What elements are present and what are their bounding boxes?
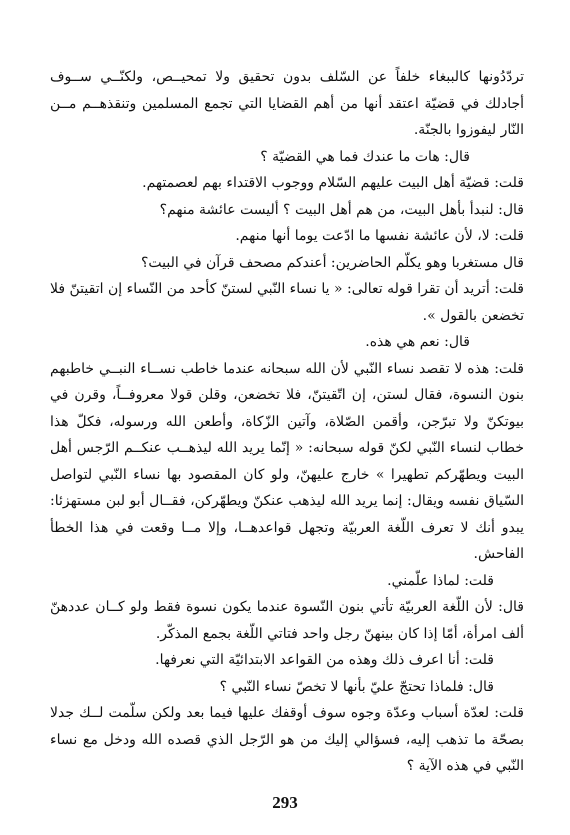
paragraph-10: قلت: لماذا علّمني. [387,572,494,589]
paragraph-11: قال: لأن اللّغة العربيّة تأتي بنون النّسوة عندما يكون نسوة فقط ولو كــان عددهنّ ألف امرأة، أمّا إذا كان بينهنّ رجل واحد فتاتي اللّغة بجمع المذكّر. [50,599,524,642]
paragraph-8: قال: نعم هي هذه. [365,334,470,350]
paragraph-1: تردّدُونها كالببغاء خلفاً عن السّلف بدون تحقيق ولا تمحيــص، ولكنّــي ســوف أجادلك في قضيّة اعتقد أنها من أهم القضايا التي تجمع المسلمين وتنقذهــم مــن النّار ليفوزوا بالجنّة. [50,69,524,138]
paragraph-12: قلت: أنا اعرف ذلك وهذه من القواعد الابتدائيّة التي نعرفها. [155,652,494,668]
page-number: 293 [272,793,298,812]
paragraph-13: قال: فلماذا تحتجّ عليّ بأنها لا تخصّ نساء النّبي ؟ [219,678,494,695]
paragraph-9: قلت: هذه لا تقصد نساء النّبي لأن الله سبحانه عندما خاطب نســاء النبــي خاطبهم بنون النسوة، فقال لستن، إن اتّقيتنّ، فلا تخضعن، وقلن قولا معروفــاً، وقرن في بيوتكنّ ولا تبرّجن، وأقمن الصّلاة، وآتين الزّكاة، وأطعن الله ورسوله، فكلّ هذا خطاب لنساء النّبي لكنّ قوله سبحانه: « إنّما يريد الله ليذهــب عنكــم الرّجس أهل البيت ويطهّركم تطهيرا » خارج عليهنّ، ولو كان المقصود بها نساء النّبي لتواصل السّياق نفسه ويقال: إنما يريد الله ليذهب عنكنّ ويطهّركن، فقــال أبو لبن مستهزئا: يبدو أنك لا تعرف اللّغة العربيّة وتجهل قواعدهــا، وإلا مــا وقعت في هذا الخطأ الفاحش. [50,360,525,562]
page-body [50,64,524,780]
paragraph-3: قلت: قضيّة أهل البيت عليهم السّلام ووجوب الاقتداء بهم لعصمتهم. [142,175,524,191]
paragraph-14: قلت: لعدّة أسباب وعدّة وجوه سوف أوقفك عليها فيما بعد ولكن سلّمت لــك جدلا بصحّة ما تذهب إليه، فسؤالي إليك من هو الرّجل الذي قصده الله ودخل مع نساء النّبي في هذه الآية ؟ [50,705,524,774]
paragraph-7: قلت: أتريد أن تقرا قوله تعالى: « يا نساء النّبي لستنّ كأحد من النّساء إن اتقيتنّ فلا تخضعن بالقول ». [50,281,524,324]
paragraph-4: قال: لنبدأ بأهل البيت، من هم أهل البيت ؟ أليست عائشة منهم؟ [159,201,524,218]
paragraph-6: قال مستغربا وهو يكلّم الحاضرين: أعندكم مصحف قرآن في البيت؟ [140,254,524,271]
paragraph-5: قلت: لا، لأن عائشة نفسها ما ادّعت يوما أنها منهم. [235,228,524,244]
paragraph-2: قال: هات ما عندك فما هي القضيّة ؟ [260,148,470,165]
